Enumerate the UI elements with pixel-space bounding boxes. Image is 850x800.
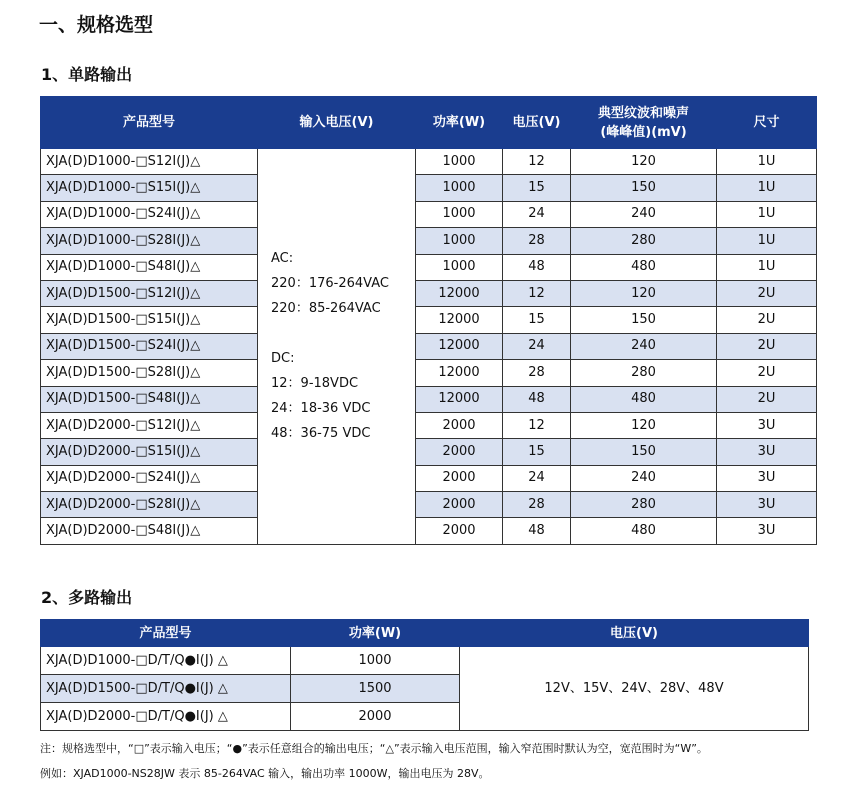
power-cell: 1000 <box>416 228 503 254</box>
ripple-cell: 150 <box>571 307 717 333</box>
table-row <box>41 149 817 175</box>
ripple-cell: 120 <box>571 412 717 438</box>
model-cell: XJA(D)D2000-□S12I(J)△ <box>41 412 258 438</box>
table-row <box>41 254 817 280</box>
voltage-cell: 28 <box>503 492 571 518</box>
example-text: 例如：XJAD1000-NS28JW 表示 85-264VAC 输入，输出功率 1000W，输出电压为 28V。 <box>40 767 490 780</box>
size-cell: 3U <box>717 439 817 465</box>
voltage-cell: 24 <box>503 333 571 359</box>
power-cell: 2000 <box>416 439 503 465</box>
header-power-multi: 功率(W) <box>291 620 460 647</box>
model-cell: XJA(D)D1000-□S12I(J)△ <box>41 149 258 175</box>
model-cell: XJA(D)D1500-□S28I(J)△ <box>41 360 258 386</box>
model-cell: XJA(D)D1500-□S12I(J)△ <box>41 280 258 306</box>
table-row <box>41 439 817 465</box>
input-voltage-line: 220：176-264VAC <box>271 276 389 292</box>
ripple-cell: 240 <box>571 201 717 227</box>
size-cell: 2U <box>717 280 817 306</box>
ripple-cell: 120 <box>571 149 717 175</box>
voltage-cell: 28 <box>503 360 571 386</box>
table-row <box>41 518 817 544</box>
size-cell: 3U <box>717 518 817 544</box>
table-row <box>41 333 817 359</box>
model-cell: XJA(D)D1500-□D/T/Q●I(J) △ <box>41 675 291 703</box>
header-power: 功率(W) <box>416 97 503 149</box>
voltage-cell: 48 <box>503 386 571 412</box>
ripple-cell: 240 <box>571 465 717 491</box>
ripple-cell: 480 <box>571 518 717 544</box>
power-cell: 1000 <box>291 647 460 675</box>
header-ripple-line1: 典型纹波和噪声 <box>597 105 689 121</box>
input-voltage-line: 220：85-264VAC <box>271 301 381 317</box>
header-model: 产品型号 <box>41 97 258 149</box>
single-output-table <box>40 96 817 545</box>
input-voltage-cell <box>258 149 416 545</box>
ripple-cell: 280 <box>571 492 717 518</box>
table-row <box>41 492 817 518</box>
size-cell: 2U <box>717 386 817 412</box>
size-cell: 1U <box>717 149 817 175</box>
input-voltage-line: 24：18-36 VDC <box>271 401 371 417</box>
output-voltages-cell: 12V、15V、24V、28V、48V <box>460 647 809 731</box>
table-row <box>41 465 817 491</box>
power-cell: 2000 <box>416 412 503 438</box>
voltage-cell: 12 <box>503 149 571 175</box>
input-voltage-line: AC: <box>271 251 294 267</box>
model-cell: XJA(D)D1000-□D/T/Q●I(J) △ <box>41 647 291 675</box>
header-voltage: 电压(V) <box>503 97 571 149</box>
power-cell: 2000 <box>416 518 503 544</box>
power-cell: 2000 <box>416 492 503 518</box>
input-voltage-line: DC: <box>271 351 295 367</box>
model-cell: XJA(D)D1000-□S28I(J)△ <box>41 228 258 254</box>
header-ripple <box>571 97 717 149</box>
power-cell: 2000 <box>291 703 460 731</box>
header-model-multi: 产品型号 <box>41 620 291 647</box>
voltage-cell: 24 <box>503 201 571 227</box>
ripple-cell: 240 <box>571 333 717 359</box>
size-cell: 1U <box>717 228 817 254</box>
size-cell: 1U <box>717 254 817 280</box>
ripple-cell: 150 <box>571 439 717 465</box>
size-cell: 3U <box>717 465 817 491</box>
size-cell: 3U <box>717 412 817 438</box>
power-cell: 1500 <box>291 675 460 703</box>
model-cell: XJA(D)D2000-□S15I(J)△ <box>41 439 258 465</box>
voltage-cell: 15 <box>503 175 571 201</box>
section-heading-single-output: 1、单路输出 <box>41 65 133 84</box>
voltage-cell: 24 <box>503 465 571 491</box>
table-row <box>41 228 817 254</box>
power-cell: 12000 <box>416 386 503 412</box>
input-voltage-line <box>271 321 415 346</box>
model-cell: XJA(D)D1000-□S15I(J)△ <box>41 175 258 201</box>
size-cell: 3U <box>717 492 817 518</box>
model-cell: XJA(D)D1500-□S48I(J)△ <box>41 386 258 412</box>
model-cell: XJA(D)D2000-□S28I(J)△ <box>41 492 258 518</box>
size-cell: 1U <box>717 201 817 227</box>
ripple-cell: 280 <box>571 360 717 386</box>
voltage-cell: 12 <box>503 412 571 438</box>
notes <box>40 736 708 786</box>
power-cell: 1000 <box>416 175 503 201</box>
table-row <box>41 360 817 386</box>
model-cell: XJA(D)D2000-□S24I(J)△ <box>41 465 258 491</box>
voltage-cell: 15 <box>503 439 571 465</box>
table-row <box>41 386 817 412</box>
table-row <box>41 412 817 438</box>
voltage-cell: 48 <box>503 518 571 544</box>
table-row <box>41 647 809 675</box>
table-row <box>41 175 817 201</box>
power-cell: 12000 <box>416 307 503 333</box>
ripple-cell: 480 <box>571 386 717 412</box>
size-cell: 2U <box>717 360 817 386</box>
table-row <box>41 201 817 227</box>
size-cell: 1U <box>717 175 817 201</box>
header-voltage-multi: 电压(V) <box>460 620 809 647</box>
table-row <box>41 280 817 306</box>
model-cell: XJA(D)D1500-□S24I(J)△ <box>41 333 258 359</box>
header-ripple-line2: (峰峰值)(mV) <box>600 124 687 140</box>
ripple-cell: 280 <box>571 228 717 254</box>
power-cell: 1000 <box>416 201 503 227</box>
header-size: 尺寸 <box>717 97 817 149</box>
ripple-cell: 150 <box>571 175 717 201</box>
voltage-cell: 12 <box>503 280 571 306</box>
header-input-voltage: 输入电压(V) <box>258 97 416 149</box>
size-cell: 2U <box>717 333 817 359</box>
section-heading-multi-output: 2、多路输出 <box>41 588 133 607</box>
power-cell: 12000 <box>416 280 503 306</box>
ripple-cell: 120 <box>571 280 717 306</box>
note-text: 注：规格选型中，“□”表示输入电压；“●”表示任意组合的输出电压；“△”表示输入电压范围，输入窄范围时默认为空，宽范围时为“W”。 <box>40 742 708 755</box>
voltage-cell: 48 <box>503 254 571 280</box>
model-cell: XJA(D)D2000-□D/T/Q●I(J) △ <box>41 703 291 731</box>
power-cell: 2000 <box>416 465 503 491</box>
ripple-cell: 480 <box>571 254 717 280</box>
model-cell: XJA(D)D1000-□S24I(J)△ <box>41 201 258 227</box>
table-row <box>41 307 817 333</box>
model-cell: XJA(D)D2000-□S48I(J)△ <box>41 518 258 544</box>
size-cell: 2U <box>717 307 817 333</box>
input-voltage-line: 12：9-18VDC <box>271 376 359 392</box>
multi-output-table <box>40 619 809 731</box>
input-voltage-line: 48：36-75 VDC <box>271 426 371 442</box>
model-cell: XJA(D)D1500-□S15I(J)△ <box>41 307 258 333</box>
voltage-cell: 15 <box>503 307 571 333</box>
model-cell: XJA(D)D1000-□S48I(J)△ <box>41 254 258 280</box>
power-cell: 12000 <box>416 360 503 386</box>
power-cell: 1000 <box>416 254 503 280</box>
power-cell: 12000 <box>416 333 503 359</box>
page-title: 一、规格选型 <box>39 14 154 36</box>
power-cell: 1000 <box>416 149 503 175</box>
voltage-cell: 28 <box>503 228 571 254</box>
